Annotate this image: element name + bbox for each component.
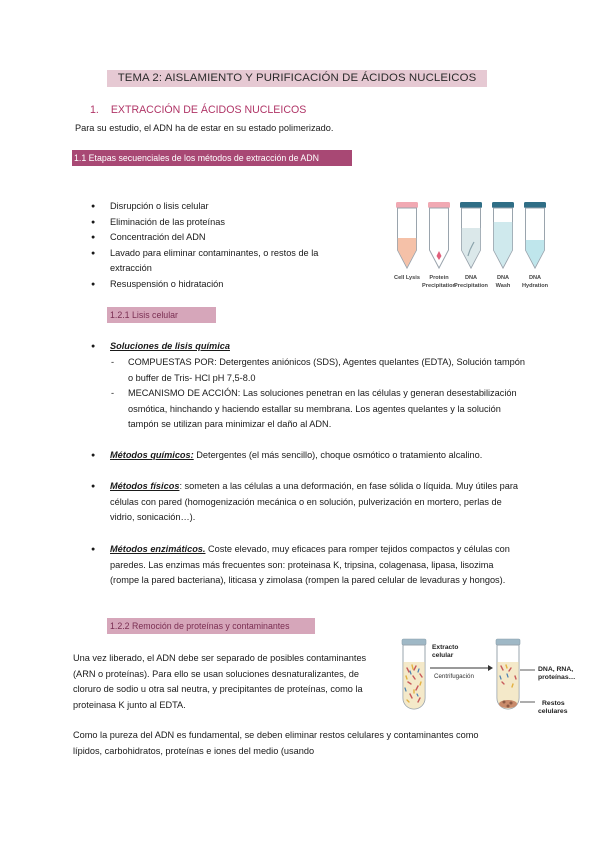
lisis-quimica-details	[91, 355, 529, 433]
metodos-quimicos-text: Detergentes (el más sencillo), choque osmótico o tratamiento alcalino.	[193, 450, 483, 460]
detail-item: - COMPUESTAS POR: Detergentes aniónicos (SDS), Agentes quelantes (EDTA), Solución tampón o buffer de Tris- HCl pH 7,5-8.0	[91, 355, 529, 386]
metodos-fisicos-heading: Métodos físicos	[110, 481, 180, 491]
list-item	[91, 479, 523, 526]
remocion-paragraph-2: Como la pureza del ADN es fundamental, se deben eliminar restos celulares y contaminantes como lípidos, carbohidratos, proteínas e iones del medio (usando	[73, 730, 479, 756]
list-item: ● Lavado para eliminar contaminantes, o restos de la extracción	[91, 246, 346, 277]
metodos-enzimaticos-heading: Métodos enzimáticos.	[110, 544, 206, 554]
tube-after	[496, 639, 520, 709]
arrow-icon	[430, 665, 493, 671]
restos-label: Restos	[542, 700, 565, 707]
tube-label: Cell Lysis	[394, 275, 420, 281]
tube-label: Hydration	[521, 283, 549, 289]
metodos-enzimaticos-list	[91, 542, 523, 589]
steps-list	[91, 199, 391, 293]
tube-dna-precipitation	[460, 202, 482, 268]
tube-cell-lysis	[396, 202, 418, 268]
list-item: ● Concentración del ADN	[91, 230, 391, 246]
tube-label: DNA	[528, 275, 542, 281]
restos-label: celulares	[538, 708, 568, 715]
list-item	[91, 448, 523, 464]
section-number: 1.	[90, 104, 99, 116]
remocion-paragraph: Una vez liberado, el ADN debe ser separado de posibles contaminantes (ARN o proteínas). Para ello se usan soluciones desnaturalizantes, de cloruro de sodio u otra sal neutra, y precipitantes de proteínas, como la proteinasa K junto al EDTA.	[73, 653, 367, 710]
tube-label: Protein	[429, 275, 449, 281]
tube-label: DNA	[464, 275, 478, 281]
section-heading	[90, 103, 306, 117]
subsection-1-2-2-heading: 1.2.2 Remoción de proteínas y contaminantes	[107, 618, 315, 634]
dna-label: DNA, RNA,	[538, 666, 574, 673]
page-title: TEMA 2: AISLAMIENTO Y PURIFICACIÓN DE ÁCIDOS NUCLEICOS	[107, 70, 487, 87]
tube-label: DNA	[496, 275, 510, 281]
centrifugacion-label: Centrifugación	[434, 673, 474, 680]
lisis-quimica-list	[91, 339, 523, 355]
list-item: ● Disrupción o lisis celular	[91, 199, 391, 215]
detail-item: - MECANISMO DE ACCIÓN: Las soluciones penetran en las células y generan desestabilización osmótica, hinchando y haciendo estallar su membrana. Los agentes quelantes y la solución tampón se utilizan para minimizar el daño al ADN.	[91, 386, 529, 433]
extracto-label: Extracto	[432, 644, 459, 651]
subsection-1-2-1-heading: 1.2.1 Lisis celular	[107, 307, 216, 323]
metodos-fisicos-text: : someten a las células a una deformación, en fase sólida o líquida. Muy útiles para células con pared (homogenización mecánica o en solución, pulverización en mortero, perlas de vidrio, sonicación…).	[110, 481, 519, 523]
lisis-quimica-heading: Soluciones de lisis química	[110, 341, 230, 351]
tube-before	[402, 639, 426, 709]
tube-label: Precipitation	[454, 283, 488, 289]
extracto-label: celular	[432, 652, 454, 659]
tube-label: Precipitation	[422, 283, 456, 289]
tube-label: Wash	[495, 283, 511, 289]
metodos-enzimaticos-text: Coste elevado, muy eficaces para romper tejidos compactos y células con paredes. Las enzimas más frecuentes son: proteinasa K, tripsina, colagenasa, lipasa, lisozima (rompe la pared bacteriana), liticasa y zimolasa (rompen la pared celular de levaduras y hongos).	[110, 544, 510, 586]
tube-dna-wash	[492, 202, 514, 268]
extraction-tubes-diagram	[388, 198, 558, 298]
dna-label: proteínas…	[538, 674, 576, 681]
subsection-1-1-heading: 1.1 Etapas secuenciales de los métodos de extracción de ADN	[72, 150, 352, 166]
tube-protein-precipitation	[428, 202, 450, 268]
section-title: EXTRACCIÓN DE ÁCIDOS NUCLEICOS	[110, 104, 307, 116]
list-item	[91, 339, 523, 355]
list-item: ● Resuspensión o hidratación	[91, 277, 391, 293]
intro-text: Para su estudio, el ADN ha de estar en su estado polimerizado.	[75, 123, 334, 133]
metodos-fisicos-list	[91, 479, 523, 526]
tube-dna-hydration	[524, 202, 546, 268]
centrifugation-diagram	[392, 638, 582, 728]
metodos-quimicos-heading: Métodos químicos:	[110, 450, 194, 460]
metodos-quimicos-list	[91, 448, 523, 464]
list-item: ● Eliminación de las proteínas	[91, 215, 391, 231]
list-item	[91, 542, 523, 589]
